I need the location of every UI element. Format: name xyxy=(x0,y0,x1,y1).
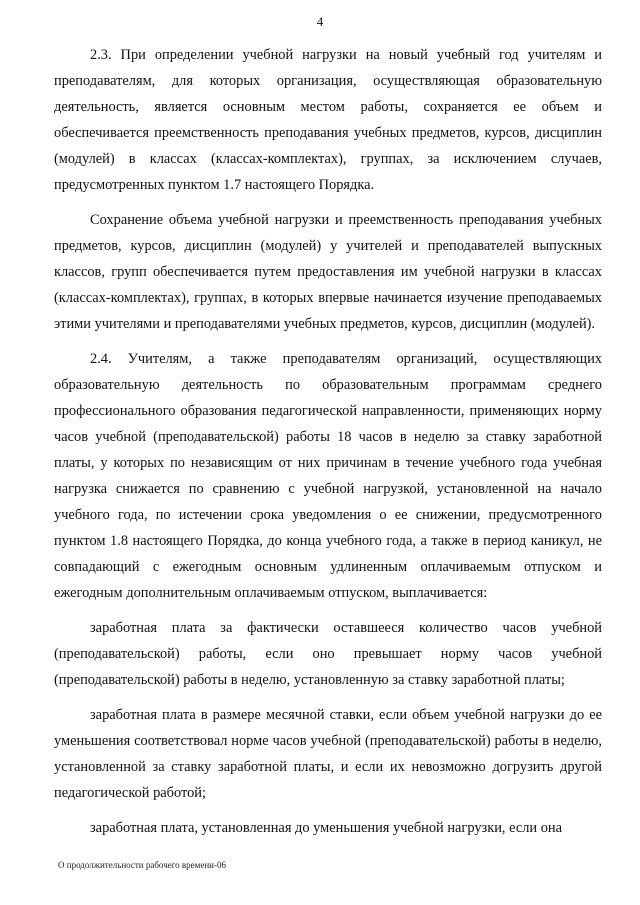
document-footer: О продолжительности рабочего времени-06 xyxy=(58,860,226,870)
paragraph-pay-before-reduction: заработная плата, установленная до уменьшения учебной нагрузки, если она xyxy=(90,820,562,836)
paragraph-pay-monthly-rate: заработная плата в размере месячной ставки, если объем учебной нагрузки до ее уменьшения соответствовал норме часов учебной (преподавательской) работы в неделю, установленной за ставку заработной платы, и если их невозможно догрузить другой педагогической работой; xyxy=(54,707,602,801)
paragraph-pay-remaining-hours: заработная плата за фактически оставшееся количество часов учебной (преподавательской) работы, если оно превышает норму часов учебной (преподавательской) работы в неделю, установленную за ставку заработной платы; xyxy=(54,620,602,688)
paragraph-continuity: Сохранение объема учебной нагрузки и преемственность преподавания учебных предметов, курсов, дисциплин (модулей) у учителей и преподавателей выпускных классов, групп обеспечивается путем предоставления им учебной нагрузки в классах (классах-комплектах), группах, в которых впервые начинается изучение преподаваемых этими учителями и преподавателями учебных предметов, курсов, дисциплин (модулей). xyxy=(54,212,602,332)
paragraph-2-4: 2.4. Учителям, а также преподавателям организаций, осуществляющих образовательную деятельность по образовательным программам среднего профессионального образования педагогической направленности, применяющих норму часов учебной (преподавательской) работы 18 часов в неделю за ставку заработной платы, у которых по независящим от них причинам в течение учебного года учебная нагрузка снижается по сравнению с учебной нагрузкой, установленной на начало учебного года, по истечении срока уведомления о ее снижении, предусмотренного пунктом 1.8 настоящего Порядка, до конца учебного года, а также в период каникул, не совпадающий с ежегодным основным удлиненным оплачиваемым отпуском и ежегодным дополнительным оплачиваемым отпуском, выплачивается: xyxy=(54,351,602,601)
page-number: 4 xyxy=(316,14,324,29)
paragraph-2-3: 2.3. При определении учебной нагрузки на новый учебный год учителям и преподавателям, для которых организация, осуществляющая образовательную деятельность, является основным местом работы, сохраняется ее объем и обеспечивается преемственность преподавания учебных предметов, курсов, дисциплин (модулей) в классах (классах-комплектах), группах, за исключением случаев, предусмотренных пунктом 1.7 настоящего Порядка. xyxy=(54,47,602,193)
document-body xyxy=(54,42,602,850)
